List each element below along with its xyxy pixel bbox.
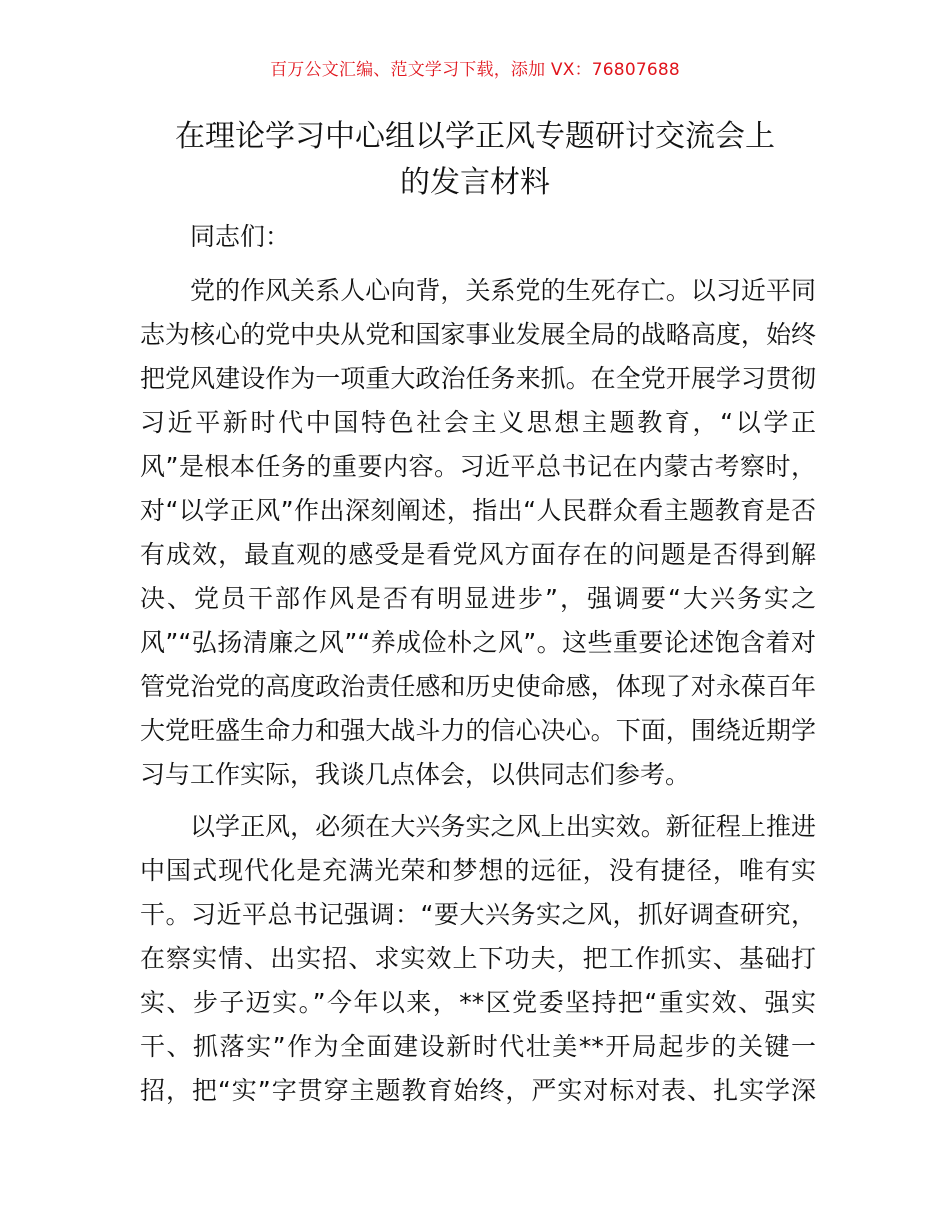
- paragraph-line: 有成效，最直观的感受是看党风方面存在的问题是否得到解: [140, 540, 816, 569]
- salutation: 同志们：: [190, 222, 291, 251]
- document-body: [140, 217, 816, 1113]
- title-line-2: 的发言材料: [400, 165, 550, 200]
- paragraph-2: [140, 805, 816, 1113]
- paragraph-line: 管党治党的高度政治责任感和历史使命感，体现了对永葆百年: [140, 672, 816, 701]
- header-watermark-note: 百万公文汇编、范文学习下载，添加 VX：76807688: [270, 60, 680, 80]
- paragraph-gap: [140, 797, 816, 805]
- paragraph-line: 中国式现代化是充满光荣和梦想的远征，没有捷径，唯有实: [140, 856, 816, 885]
- paragraph-line: 风”“弘扬清廉之风”“养成俭朴之风”。这些重要论述饱含着对: [140, 628, 816, 657]
- paragraph-line: 招，把“实”字贯穿主题教育始终，严实对标对表、扎实学深: [140, 1076, 816, 1105]
- paragraph-line: 以学正风，必须在大兴务实之风上出实效。新征程上推进: [190, 812, 816, 841]
- paragraph-line: 干、抓落实”作为全面建设新时代壮美**开局起步的关键一: [140, 1032, 816, 1061]
- paragraph-line: 干。习近平总书记强调：“要大兴务实之风，抓好调查研究，: [140, 900, 816, 929]
- paragraph-line: 实、步子迈实。”今年以来，**区党委坚持把“重实效、强实: [140, 988, 816, 1017]
- paragraph-line: 在察实情、出实招、求实效上下功夫，把工作抓实、基础打: [140, 944, 816, 973]
- paragraph-line: 志为核心的党中央从党和国家事业发展全局的战略高度，始终: [140, 320, 816, 349]
- document-title: [120, 114, 830, 206]
- title-line-1: 在理论学习中心组以学正风专题研讨交流会上: [175, 119, 775, 154]
- paragraph-line: 对“以学正风”作出深刻阐述，指出“人民群众看主题教育是否: [140, 496, 816, 525]
- paragraph-line: 决、党员干部作风是否有明显进步”，强调要“大兴务实之: [140, 584, 816, 613]
- paragraph-line: 习与工作实际，我谈几点体会，以供同志们参考。: [140, 760, 691, 789]
- paragraph-line: 风”是根本任务的重要内容。习近平总书记在内蒙古考察时，: [140, 452, 816, 481]
- paragraph-line: 把党风建设作为一项重大政治任务来抓。在全党开展学习贯彻: [140, 364, 816, 393]
- paragraph-line: 党的作风关系人心向背，关系党的生死存亡。以习近平同: [190, 276, 816, 305]
- paragraph-line: 习近平新时代中国特色社会主义思想主题教育，“以学正: [140, 408, 816, 437]
- paragraph-1: [140, 269, 816, 797]
- paragraph-line: 大党旺盛生命力和强大战斗力的信心决心。下面，围绕近期学: [140, 716, 816, 745]
